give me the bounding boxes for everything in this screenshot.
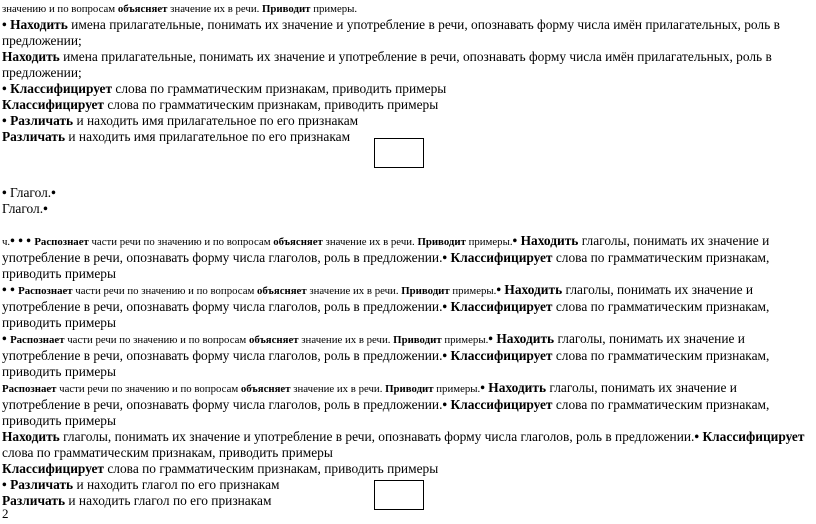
keyword: Распознает (34, 236, 89, 248)
paragraph-verb-3 (2, 331, 814, 380)
text-run: слова по грамматическим признакам, приводить примеры (2, 299, 770, 330)
empty-box-1 (374, 138, 424, 168)
keyword: объясняет (248, 334, 299, 346)
paragraph-glagol (2, 201, 814, 217)
text-run: части речи по значению и по вопросам (72, 285, 258, 297)
bullet-icon: • (43, 201, 48, 216)
keyword: Приводит (262, 3, 311, 15)
text-run: имена прилагательные, понимать их значение и употребление в речи, опознавать форму числа имён прилагательных, роль в предложении; (2, 17, 780, 48)
keyword: Распознает (2, 383, 57, 395)
text-run: значение их в речи. (290, 383, 386, 395)
keyword: Классифицирует (702, 429, 805, 444)
keyword: Приводит (385, 383, 434, 395)
text-run: слова по грамматическим признакам, приводить примеры (2, 250, 770, 281)
bullet-icon: • (442, 250, 448, 265)
bullet-icon: • (512, 233, 518, 248)
keyword: Находить (504, 282, 563, 297)
keyword: Классифицирует (10, 81, 113, 96)
bullet-icon: • (2, 282, 7, 297)
paragraph-adj-nahodit-bullet (2, 17, 814, 49)
keyword: Классифицирует (450, 299, 553, 314)
paragraph-adj-razl-bullet (2, 113, 814, 129)
text-run: Глагол. (2, 201, 44, 216)
text-run: примеры. (465, 236, 513, 248)
bullet-icon: • (442, 348, 448, 363)
bullet-icon: • (442, 299, 448, 314)
keyword: Классифицирует (2, 97, 105, 112)
keyword: Находить (2, 49, 60, 64)
text-run: примеры. (310, 3, 358, 15)
text-run: слова по грамматическим признакам, приводить примеры (104, 461, 439, 476)
bullet-icon: • (2, 331, 7, 346)
bullet-icon: • (10, 233, 15, 248)
paragraph-adj-klass (2, 97, 814, 113)
text-run: глаголы, понимать их значение и употребление в речи, опознавать форму числа глаголов, роль в предложении. (2, 380, 737, 412)
paragraph-glagol-bullet (2, 185, 814, 201)
bullet-icon: • (496, 282, 502, 297)
text-run: части речи по значению и по вопросам (56, 383, 241, 395)
paragraph-adj-nahodit (2, 49, 814, 81)
paragraph-verb-2 (2, 282, 814, 331)
bullet-icon: • (2, 17, 7, 32)
text-run: слова по грамматическим признакам, приводить примеры (2, 445, 333, 460)
text-run: и находить глагол по его признакам (73, 477, 280, 492)
text-run: слова по грамматическим признакам, приводить примеры (104, 97, 439, 112)
keyword: Находить (488, 380, 547, 395)
text-run: значение их в речи. (322, 236, 418, 248)
text-run: и находить глагол по его признакам (65, 493, 272, 508)
bullet-icon: • (10, 282, 15, 297)
text-run: примеры. (441, 334, 489, 346)
text-run: имена прилагательные, понимать их значение и употребление в речи, опознавать форму числа имён прилагательных, роль в предложении; (2, 49, 772, 80)
paragraph-verb-4 (2, 380, 814, 429)
text-run: примеры. (449, 285, 497, 297)
keyword: Распознает (18, 285, 73, 297)
keyword: Распознает (10, 334, 65, 346)
text-run: глаголы, понимать их значение и употребление в речи, опознавать форму числа глаголов, роль в предложении. (2, 233, 770, 265)
keyword: Приводит (393, 334, 442, 346)
text-run: слова по грамматическим признакам, приводить примеры (112, 81, 447, 96)
keyword: Приводит (401, 285, 450, 297)
empty-box-2 (374, 480, 424, 510)
bullet-icon: • (2, 185, 7, 200)
text-run: значение их в речи. (167, 3, 263, 15)
text-run: примеры. (433, 383, 481, 395)
page-number: 2 (2, 506, 9, 521)
bullet-icon: • (2, 113, 7, 128)
paragraph-verb-1 (2, 233, 814, 282)
bullet-icon: • (694, 429, 700, 444)
text-run: значение их в речи. (306, 285, 402, 297)
text-run: ч. (2, 236, 11, 248)
text-run: глаголы, понимать их значение и употребление в речи, опознавать форму числа глаголов, роль в предложении. (59, 429, 695, 444)
bullet-icon: • (480, 380, 485, 395)
bullet-icon: • (26, 233, 31, 248)
keyword: объясняет (273, 236, 323, 248)
bullet-icon: • (488, 331, 493, 346)
paragraph-top (2, 0, 814, 17)
text-run: слова по грамматическим признакам, приводить примеры (2, 348, 770, 379)
keyword: Приводит (417, 236, 466, 248)
bullet-icon: • (51, 185, 56, 200)
keyword: Находить (496, 331, 555, 346)
keyword: объясняет (257, 285, 307, 297)
paragraph-verb-klass (2, 461, 814, 477)
keyword: Находить (10, 17, 68, 32)
keyword: Различать (10, 477, 74, 492)
keyword: объясняет (240, 383, 291, 395)
text-run: глаголы, понимать их значение и употребление в речи, опознавать форму числа глаголов, роль в предложении. (2, 331, 745, 363)
text-run: глаголы, понимать их значение и употребление в речи, опознавать форму числа глаголов, роль в предложении. (2, 282, 754, 314)
text-run: и находить имя прилагательное по его признакам (73, 113, 359, 128)
bullet-icon: • (18, 233, 23, 248)
keyword: Различать (10, 113, 74, 128)
bullet-icon: • (2, 477, 7, 492)
paragraph-verb-5 (2, 429, 814, 461)
keyword: Различать (2, 493, 66, 508)
text-run: части речи по значению и по вопросам (64, 334, 249, 346)
paragraph-adj-klass-bullet (2, 81, 814, 97)
keyword: Классифицирует (450, 250, 553, 265)
bullet-icon: • (2, 81, 7, 96)
keyword: Находить (520, 233, 579, 248)
keyword: Находить (2, 429, 60, 444)
keyword: Классифицирует (2, 461, 105, 476)
keyword: Классифицирует (450, 397, 553, 412)
document-body (2, 0, 814, 509)
text-run: значению и по вопросам (2, 3, 118, 15)
text-run: слова по грамматическим признакам, приводить примеры (2, 397, 770, 428)
text-run: Глагол. (6, 185, 52, 200)
keyword: Различать (2, 129, 66, 144)
keyword: объясняет (117, 3, 168, 15)
bullet-icon: • (442, 397, 448, 412)
text-run: и находить имя прилагательное по его признакам (65, 129, 351, 144)
text-run: значение их в речи. (298, 334, 394, 346)
text-run: части речи по значению и по вопросам (88, 236, 274, 248)
keyword: Классифицирует (450, 348, 553, 363)
